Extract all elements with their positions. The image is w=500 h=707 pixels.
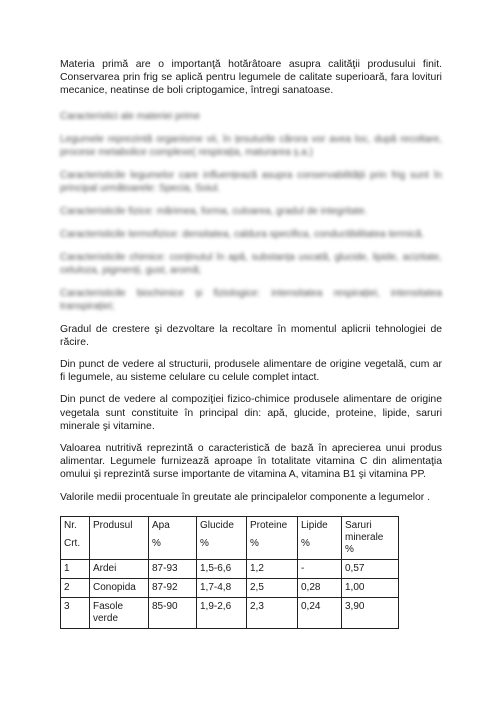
blurred-line: Caracteristicile chimice: conținutul în apă, substanța uscată, glucide, lipide, acizitate, celuloza, pigmenți, gust, aromă; xyxy=(60,251,442,276)
table-cell: Ardei xyxy=(90,559,149,578)
header-cell: Proteine % xyxy=(247,516,298,559)
blurred-line: Caracteristici ale materiei prime xyxy=(60,110,201,122)
header-cell: Saruri minerale % xyxy=(342,516,399,559)
table-cell: Fasole verde xyxy=(90,597,149,628)
table-cell: 1,2 xyxy=(247,559,298,578)
header-cell: Produsul xyxy=(90,516,149,559)
body-section xyxy=(60,323,442,504)
table-row xyxy=(61,559,399,578)
table-row xyxy=(61,597,399,628)
header-cell: Nr. Crt. xyxy=(61,516,90,559)
blurred-line: Caracteristicile biochimice și fiziologice: intensitatea respirației, intensitatea transpirației; xyxy=(60,287,442,312)
body-paragraph: Valoarea nutritivă reprezintă o caracteristică de bază în aprecierea unui produs alimentar. Legumele furnizează aproape în totalitate vitamina C din alimentaţia omului şi reprezintă surse importante de vitamina A, vitamina B1 şi vitamina PP. xyxy=(60,443,442,481)
table-row xyxy=(61,578,399,597)
table-caption: Valorile medii procentuale în greutate ale principalelor componente a legumelor . xyxy=(60,491,431,503)
table-cell: - xyxy=(298,559,342,578)
table-cell: 0,28 xyxy=(298,578,342,597)
table-cell: 1,7-4,8 xyxy=(197,578,247,597)
table-cell: 1,00 xyxy=(342,578,399,597)
document-page xyxy=(60,58,442,629)
body-paragraph: Din punct de vedere al compoziţiei fizico-chimice produsele alimentare de origine vegetala sunt constituite în principal din: apă, glucide, proteine, lipide, saruri minerale şi vitamine. xyxy=(60,394,442,432)
table-cell: 1 xyxy=(61,559,90,578)
table-cell: 87-93 xyxy=(149,559,197,578)
header-cell: Glucide % xyxy=(197,516,247,559)
table-cell: 1,5-6,6 xyxy=(197,559,247,578)
table-cell: 87-92 xyxy=(149,578,197,597)
table-cell: 2 xyxy=(61,578,90,597)
blurred-line: Caracteristicile legumelor care influențează asupra conservabilității prin frig sunt în principal următoarele: Specia, Soiul. xyxy=(60,169,442,194)
table-header-row xyxy=(61,516,399,559)
table-cell: Conopida xyxy=(90,578,149,597)
table-cell: 2,5 xyxy=(247,578,298,597)
blurred-section xyxy=(60,110,442,313)
composition-table xyxy=(60,516,399,629)
table-cell: 85-90 xyxy=(149,597,197,628)
table-cell: 0,57 xyxy=(342,559,399,578)
blurred-line: Caracteristicile fizice: mărimea, forma, culoarea, gradul de integritate. xyxy=(60,205,368,217)
body-paragraph: Din punct de vedere al structurii, produsele alimentare de origine vegetală, cum ar fi legumele, au sisteme celulare cu celule complet intact. xyxy=(60,359,442,384)
body-paragraph: Gradul de crestere şi dezvoltare la recoltare în momentul aplicrii tehnologiei de răcire. xyxy=(60,323,442,348)
table-cell: 3,90 xyxy=(342,597,399,628)
header-cell: Lipide % xyxy=(298,516,342,559)
header-cell: Apa % xyxy=(149,516,197,559)
table-cell: 0,24 xyxy=(298,597,342,628)
blurred-line: Legumele reprezintă organisme vii, în țesuturile cărora vor avea loc, după recoltare, procese metabolice complexe( respirația, maturarea ș.a.) xyxy=(60,133,442,158)
table-cell: 2,3 xyxy=(247,597,298,628)
table-cell: 3 xyxy=(61,597,90,628)
table-cell: 1,9-2,6 xyxy=(197,597,247,628)
intro-paragraph: Materia primă are o importanţă hotărâtoare asupra calităţii produsului finit. Conservarea prin frig se aplică pentru legumele de calitate superioară, fara lovituri mecanice, neatinse de boli criptogamice, întregi sanatoase. xyxy=(60,59,442,97)
blurred-line: Caracteristicile termofizice: densitatea, caldura specifica, conductibilitatea termică. xyxy=(60,228,425,240)
